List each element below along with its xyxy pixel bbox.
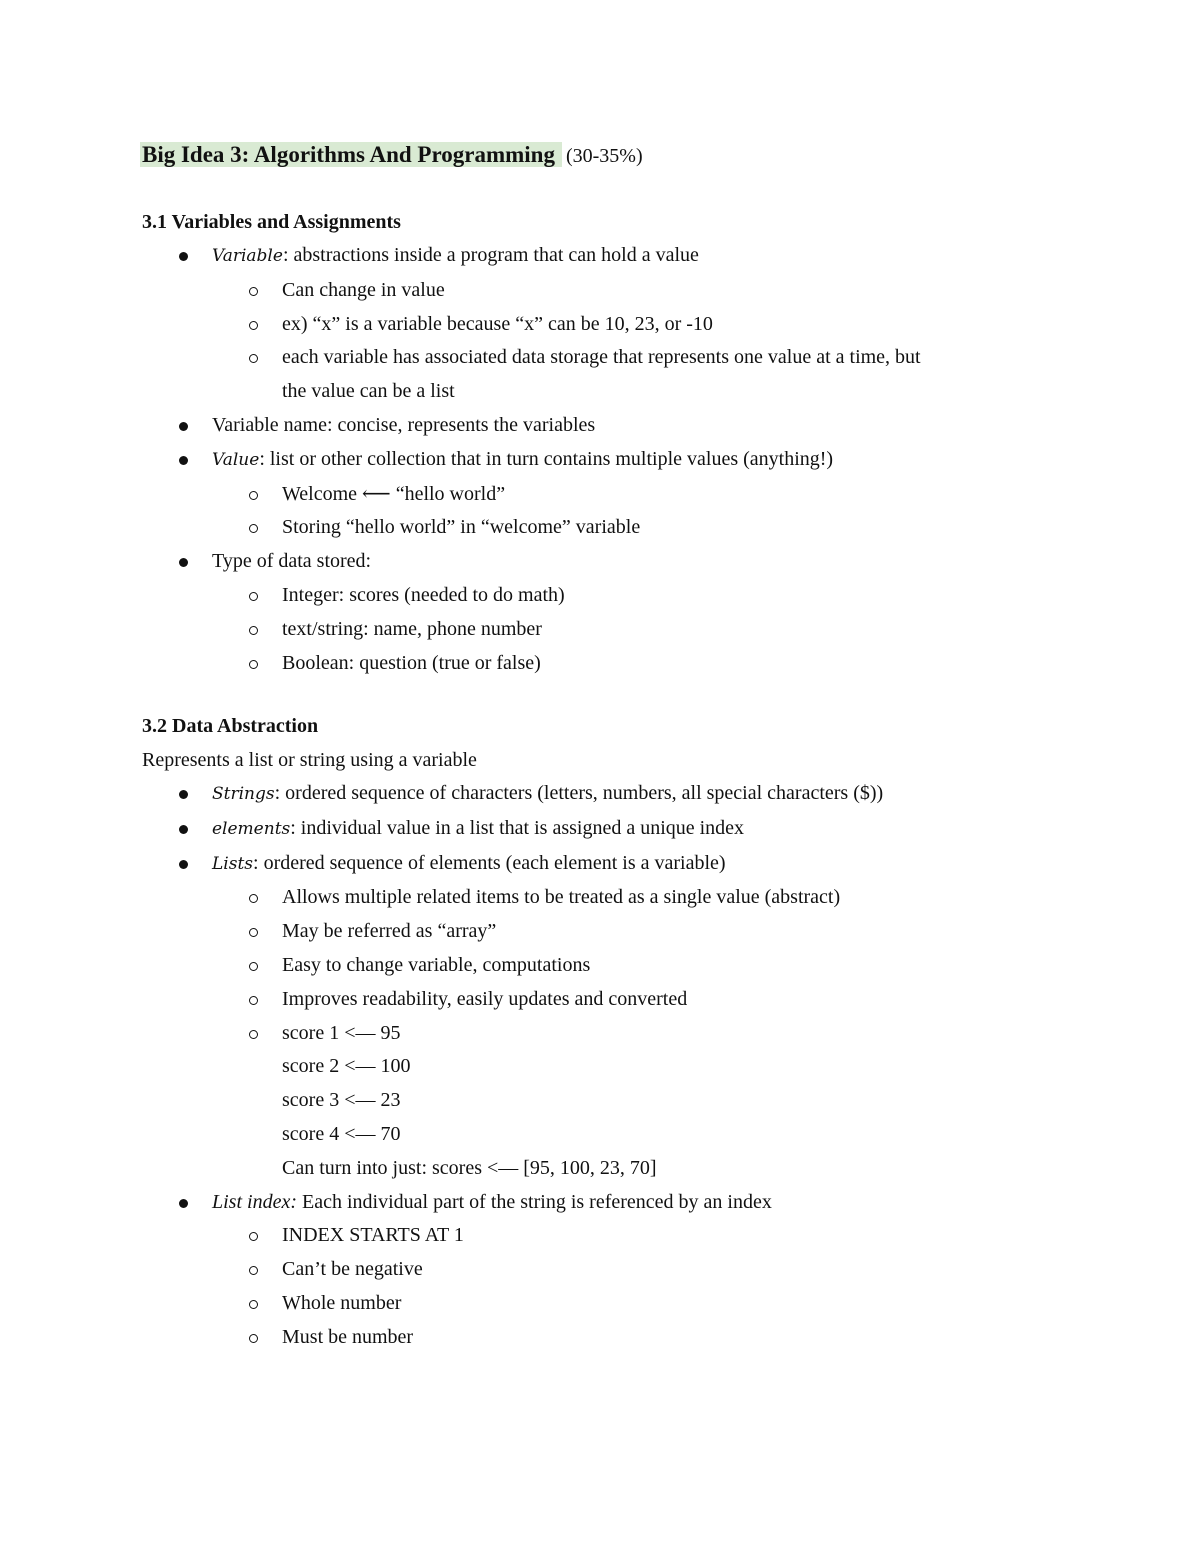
- sub-list-item: [212, 1287, 1140, 1321]
- sub-item-text: Improves readability, easily updates and converted: [282, 987, 688, 1010]
- item-text: Each individual part of the string is referenced by an index: [297, 1190, 772, 1213]
- score-line: Can turn into just: scores <— [95, 100, 23, 70]: [282, 1156, 657, 1179]
- score-line: score 2 <— 100: [282, 1055, 411, 1078]
- hollow-bullet-icon: [249, 354, 258, 363]
- bullet-icon: [179, 252, 188, 261]
- score-line: score 3 <— 23: [282, 1089, 401, 1112]
- sub-list-item-score-example: [212, 1017, 1140, 1186]
- hollow-bullet-icon: [249, 491, 258, 500]
- section-data-abstraction: [142, 709, 1140, 1355]
- list-item: [142, 239, 1140, 409]
- sub-list: [142, 274, 1140, 409]
- sub-list-item: [212, 478, 1140, 512]
- item-text: : list or other collection that in turn contains multiple values (anything!): [259, 447, 834, 470]
- sub-item-text: Easy to change variable, computations: [282, 953, 591, 976]
- hollow-bullet-icon: [249, 660, 258, 669]
- section-intro: Represents a list or string using a variable: [142, 749, 477, 771]
- hollow-bullet-icon: [249, 1334, 258, 1343]
- sub-list: [142, 1219, 1140, 1354]
- sub-list-item: [212, 1253, 1140, 1287]
- sub-item-text: May be referred as “array”: [282, 920, 497, 943]
- sub-item-text: Boolean: question (true or false): [282, 651, 541, 674]
- section-heading: 3.1 Variables and Assignments: [142, 211, 401, 233]
- sub-item-text-continued: the value can be a list: [282, 380, 455, 403]
- term-label: Value: [212, 449, 260, 470]
- exam-weight: (30-35%): [565, 145, 643, 167]
- bullet-icon: [179, 558, 188, 567]
- sub-item-text: INDEX STARTS AT 1: [282, 1224, 464, 1247]
- item-text: Variable name: concise, represents the variables: [212, 413, 596, 436]
- sub-item-text: Integer: scores (needed to do math): [282, 583, 565, 606]
- hollow-bullet-icon: [249, 996, 258, 1005]
- sub-list-item: [212, 308, 1140, 342]
- score-line: score 1 <— 95: [282, 1021, 401, 1044]
- term-label: Strings: [212, 784, 275, 804]
- section-heading: 3.2 Data Abstraction: [142, 715, 319, 737]
- bullet-icon: [179, 422, 188, 431]
- hollow-bullet-icon: [249, 287, 258, 296]
- hollow-bullet-icon: [249, 524, 258, 533]
- sub-item-text: ex) “x” is a variable because “x” can be 10, 23, or -10: [282, 312, 713, 335]
- item-text: : ordered sequence of elements (each element is a variable): [253, 851, 726, 874]
- sub-item-text: each variable has associated data storage that represents one value at a time, but: [282, 346, 921, 369]
- sub-list-item: [212, 579, 1140, 613]
- hollow-bullet-icon: [249, 626, 258, 635]
- hollow-bullet-icon: [249, 962, 258, 971]
- bullet-icon: [179, 790, 188, 799]
- sub-item-text: Can’t be negative: [282, 1258, 423, 1281]
- hollow-bullet-icon: [249, 1232, 258, 1241]
- list-item: [142, 545, 1140, 680]
- bullet-list: [142, 777, 1140, 1355]
- bullet-icon: [179, 860, 188, 869]
- hollow-bullet-icon: [249, 1300, 258, 1309]
- hollow-bullet-icon: [249, 321, 258, 330]
- list-item: [142, 812, 1140, 847]
- hollow-bullet-icon: [249, 1030, 258, 1039]
- term-label: elements: [212, 818, 291, 839]
- item-text: : ordered sequence of characters (letters, numbers, all special characters ($)): [274, 782, 884, 804]
- sub-item-text: Can change in value: [282, 278, 445, 301]
- sub-list-item: [212, 1219, 1140, 1253]
- sub-list-item: [212, 341, 1140, 409]
- sub-list-item: [212, 915, 1140, 949]
- sub-list: [142, 579, 1140, 680]
- list-item: [142, 1186, 1140, 1355]
- sub-list-item: [212, 274, 1140, 308]
- sub-list-item: [212, 613, 1140, 647]
- sub-list: [142, 881, 1140, 1185]
- sub-item-text: text/string: name, phone number: [282, 617, 542, 640]
- hollow-bullet-icon: [249, 1266, 258, 1275]
- list-item: [142, 777, 1140, 812]
- list-item: [142, 409, 1140, 443]
- hollow-bullet-icon: [249, 592, 258, 601]
- sub-list: [142, 478, 1140, 546]
- bullet-list: [142, 239, 1140, 680]
- sub-list-item: [212, 511, 1140, 545]
- item-text: : abstractions inside a program that can hold a value: [282, 244, 699, 266]
- page-title: [142, 138, 643, 173]
- sub-item-text: Welcome ⟵ “hello world”: [282, 482, 506, 505]
- term-label: Lists: [212, 853, 254, 874]
- item-text: : individual value in a list that is assigned a unique index: [290, 816, 745, 839]
- sub-item-text: Must be number: [282, 1325, 414, 1348]
- bullet-icon: [179, 456, 188, 465]
- term-label: Variable: [212, 246, 283, 266]
- sub-list-item: [212, 983, 1140, 1017]
- list-item: [142, 847, 1140, 1186]
- sub-item-text: Storing “hello world” in “welcome” variable: [282, 516, 641, 539]
- sub-item-text: Whole number: [282, 1291, 402, 1314]
- term-label: List index:: [212, 1190, 297, 1213]
- title-highlight: Big Idea 3: Algorithms And Programming: [140, 142, 562, 167]
- hollow-bullet-icon: [249, 928, 258, 937]
- sub-list-item: [212, 647, 1140, 681]
- sub-list-item: [212, 1321, 1140, 1355]
- bullet-icon: [179, 825, 188, 834]
- section-variables-assignments: [142, 205, 1140, 680]
- bullet-icon: [179, 1199, 188, 1208]
- score-line: score 4 <— 70: [282, 1122, 401, 1145]
- list-item: [142, 443, 1140, 545]
- sub-list-item: [212, 949, 1140, 983]
- hollow-bullet-icon: [249, 894, 258, 903]
- sub-list-item: [212, 881, 1140, 915]
- sub-item-text: Allows multiple related items to be treated as a single value (abstract): [282, 886, 841, 909]
- item-text: Type of data stored:: [212, 550, 372, 573]
